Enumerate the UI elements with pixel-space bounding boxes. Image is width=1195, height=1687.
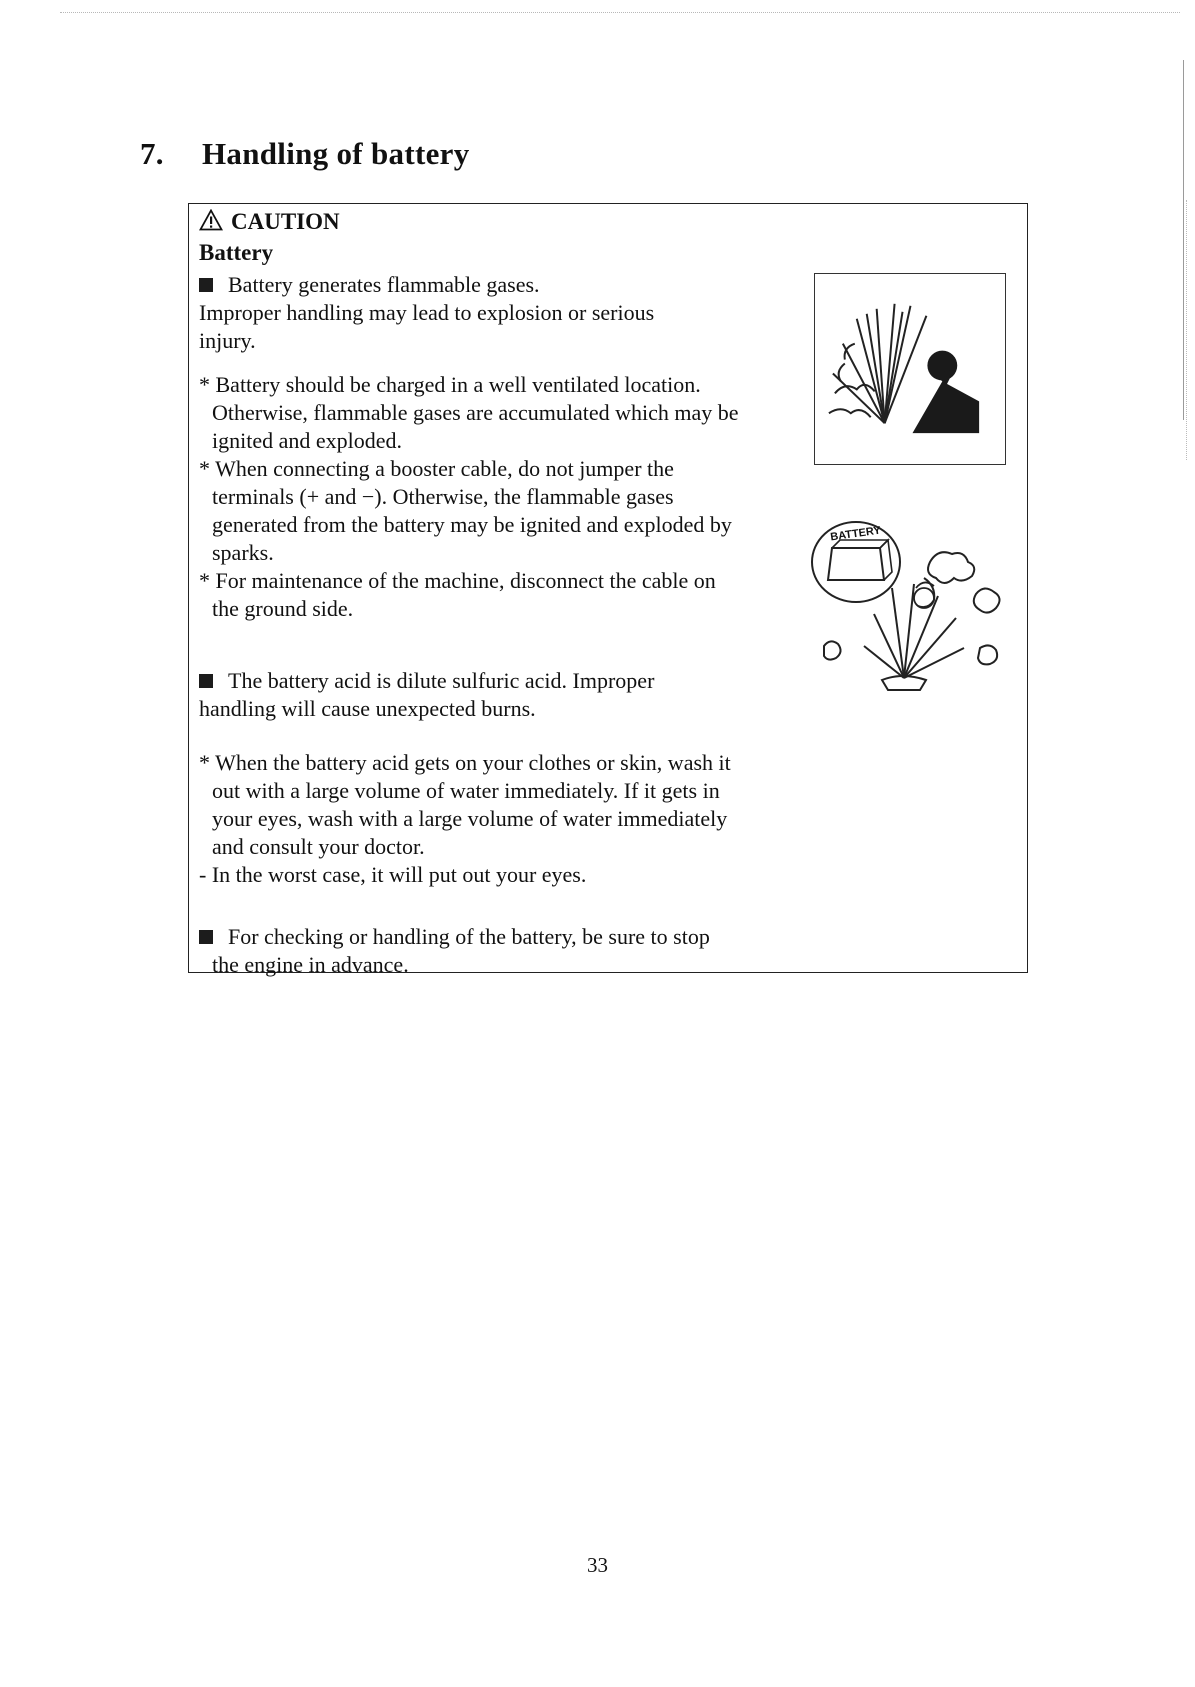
precaution-2-line: terminals (+ and −). Otherwise, the flammable gases [212,484,674,509]
caution-heading [199,209,340,235]
precaution-3-first: * For maintenance of the machine, disconnect the cable on [199,568,716,593]
acid-precautions [199,749,731,889]
scan-edge-top [60,12,1180,13]
precaution-3-line: the ground side. [212,596,354,621]
flammable-precautions [199,371,739,623]
battery-explosion-illustration [804,518,1014,696]
engine-stop-line-2: the engine in advance. [212,952,409,977]
square-bullet-icon [199,930,213,944]
explosion-pictogram [814,273,1006,465]
block-acid [199,667,654,723]
precaution-1-line: Otherwise, flammable gases are accumulated which may be [212,400,739,425]
precaution-1-first: * Battery should be charged in a well ventilated location. [199,372,701,397]
acid-lead [199,667,654,695]
flammable-lead-text: Battery generates flammable gases. [228,272,540,297]
explosion-burst-icon [815,274,1004,463]
engine-stop-lead [199,923,710,951]
page-number: 33 [587,1553,608,1577]
precaution-2-line: sparks. [212,540,274,565]
engine-stop-lead-text: For checking or handling of the battery, be sure to stop [228,924,710,949]
battery-label: BATTERY [829,524,882,544]
caution-label: CAUTION [231,209,340,234]
battery-explosion-svg [804,518,1014,696]
block-flammable [199,271,654,355]
acid-lead-text: The battery acid is dilute sulfuric acid. Improper [228,668,655,693]
acid-precaution-line: out with a large volume of water immediately. If it gets in [212,778,720,803]
acid-precaution-line: and consult your doctor. [212,834,425,859]
caution-subtitle: Battery [199,240,274,265]
section-number: 7. [140,136,164,171]
acid-precaution-first: * When the battery acid gets on your clothes or skin, wash it [199,750,731,775]
square-bullet-icon [199,278,213,292]
acid-line-2: handling will cause unexpected burns. [199,696,536,721]
section-title [140,136,470,172]
warning-triangle-icon [199,209,223,231]
flammable-line-2: Improper handling may lead to explosion or serious [199,300,655,325]
scan-edge-right-2 [1186,200,1187,460]
square-bullet-icon [199,674,213,688]
section-title-text: Handling of battery [202,136,470,171]
acid-precaution-line: your eyes, wash with a large volume of water immediately [212,806,728,831]
precaution-2-line: generated from the battery may be ignited and exploded by [212,512,732,537]
block-engine-stop [199,923,710,979]
worst-case-note: - In the worst case, it will put out your eyes. [199,862,587,887]
precaution-1-line: ignited and exploded. [212,428,403,453]
scan-edge-right [1183,60,1184,420]
flammable-lead [199,271,654,299]
precaution-2-first: * When connecting a booster cable, do not jumper the [199,456,674,481]
flammable-line-3: injury. [199,328,256,353]
